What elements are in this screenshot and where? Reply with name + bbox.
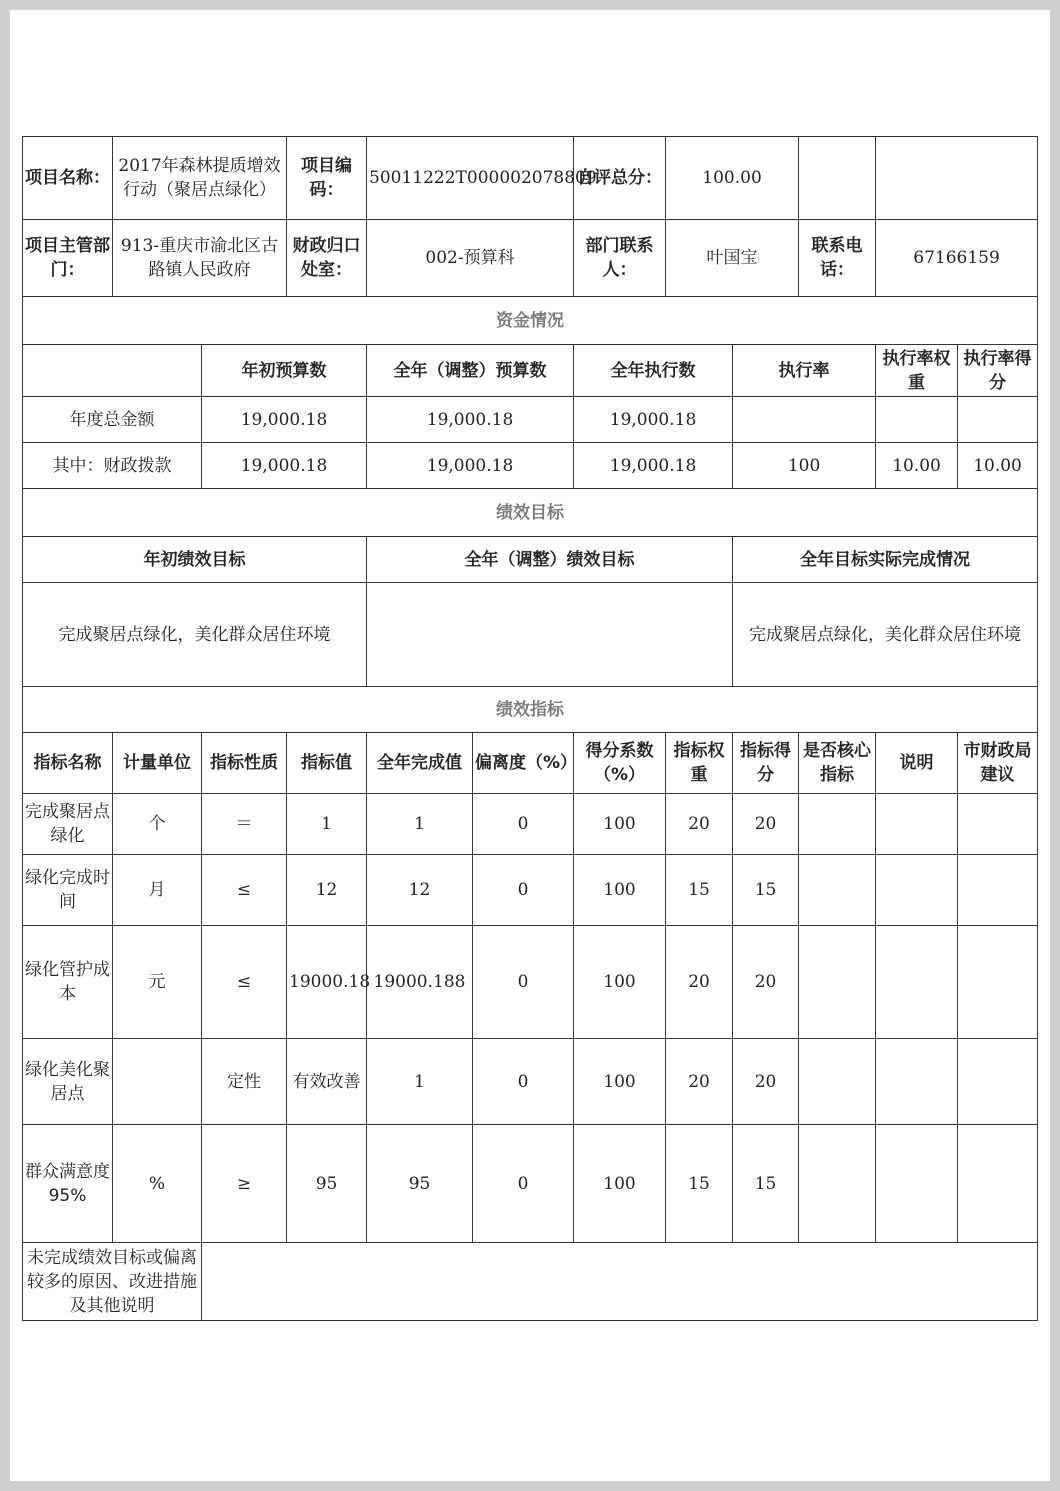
indicator-cell: ≤ — [202, 855, 287, 926]
indicator-cell: 100 — [574, 926, 666, 1039]
indicator-cell: 15 — [666, 1125, 733, 1243]
indicator-row — [23, 855, 1038, 926]
indicator-cell: 0 — [473, 926, 574, 1039]
funds-section-row — [23, 297, 1038, 345]
ind-header: 全年完成值 — [367, 733, 473, 794]
header-empty-cell — [799, 137, 876, 220]
ind-header: 得分系数（%） — [574, 733, 666, 794]
indicators-header-row — [23, 733, 1038, 794]
project-code-label: 项目编码： — [287, 137, 367, 220]
funds-cell — [876, 397, 958, 443]
finance-office-value: 002-预算科 — [367, 220, 574, 297]
indicator-cell: 100 — [574, 1125, 666, 1243]
note-value — [202, 1243, 1038, 1321]
ind-header: 指标值 — [287, 733, 367, 794]
indicator-cell: 0 — [473, 855, 574, 926]
indicator-cell — [876, 1125, 958, 1243]
dept-value: 913-重庆市渝北区古路镇人民政府 — [113, 220, 287, 297]
indicator-cell — [958, 926, 1038, 1039]
indicators-section-row — [23, 687, 1038, 733]
indicator-cell — [876, 1039, 958, 1125]
funds-header-initial-budget: 年初预算数 — [202, 345, 367, 397]
ind-header: 指标名称 — [23, 733, 113, 794]
ind-header: 说明 — [876, 733, 958, 794]
self-score-label: 自评总分： — [574, 137, 666, 220]
note-row — [23, 1243, 1038, 1321]
indicator-cell: 有效改善 — [287, 1039, 367, 1125]
indicator-cell: 15 — [666, 855, 733, 926]
indicator-cell — [876, 855, 958, 926]
indicators-body — [23, 794, 1038, 1243]
indicator-cell — [876, 926, 958, 1039]
indicator-cell: ≤ — [202, 926, 287, 1039]
phone-value: 67166159 — [876, 220, 1038, 297]
indicator-cell: 1 — [367, 1039, 473, 1125]
goals-actual-value: 完成聚居点绿化，美化群众居住环境 — [733, 583, 1038, 687]
funds-cell: 19,000.18 — [574, 397, 733, 443]
indicator-cell — [799, 1039, 876, 1125]
funds-header-exec-weight: 执行率权重 — [876, 345, 958, 397]
project-name-label: 项目名称： — [23, 137, 113, 220]
indicator-cell: 19000.18 — [287, 926, 367, 1039]
goals-section-title: 绩效目标 — [23, 489, 1038, 537]
indicator-name: 绿化完成时间 — [23, 855, 113, 926]
indicator-row — [23, 1125, 1038, 1243]
ind-header: 指标权重 — [666, 733, 733, 794]
indicator-cell: ≥ — [202, 1125, 287, 1243]
indicator-cell: 0 — [473, 1125, 574, 1243]
indicator-cell — [876, 794, 958, 855]
indicator-cell — [799, 794, 876, 855]
ind-header: 指标得分 — [733, 733, 799, 794]
indicator-name: 绿化管护成本 — [23, 926, 113, 1039]
indicator-cell: 0 — [473, 1039, 574, 1125]
ind-header: 指标性质 — [202, 733, 287, 794]
funds-section-title: 资金情况 — [23, 297, 1038, 345]
indicator-row — [23, 1039, 1038, 1125]
funds-cell: 19,000.18 — [202, 443, 367, 489]
indicator-cell — [958, 855, 1038, 926]
indicator-row — [23, 926, 1038, 1039]
indicator-cell: 100 — [574, 855, 666, 926]
indicator-cell — [958, 794, 1038, 855]
indicator-cell — [799, 926, 876, 1039]
indicator-cell: 20 — [666, 1039, 733, 1125]
indicator-cell: 月 — [113, 855, 202, 926]
ind-header: 市财政局建议 — [958, 733, 1038, 794]
indicator-cell: 元 — [113, 926, 202, 1039]
header-row-1 — [23, 137, 1038, 220]
header-empty-cell — [876, 137, 1038, 220]
funds-cell: 19,000.18 — [367, 397, 574, 443]
funds-header-exec-score: 执行率得分 — [958, 345, 1038, 397]
indicator-name: 群众满意度95% — [23, 1125, 113, 1243]
contact-label: 部门联系人： — [574, 220, 666, 297]
indicator-cell: 15 — [733, 1125, 799, 1243]
indicator-cell: 定性 — [202, 1039, 287, 1125]
indicator-cell: 12 — [287, 855, 367, 926]
indicator-cell: 20 — [666, 926, 733, 1039]
funds-cell: 19,000.18 — [574, 443, 733, 489]
indicator-cell: 95 — [287, 1125, 367, 1243]
header-row-2 — [23, 220, 1038, 297]
ind-header: 偏离度（%） — [473, 733, 574, 794]
indicator-cell: 100 — [574, 794, 666, 855]
funds-cell: 19,000.18 — [202, 397, 367, 443]
project-code-value: 50011222T000002078809 — [367, 137, 574, 220]
funds-header-adjusted-budget: 全年（调整）预算数 — [367, 345, 574, 397]
goals-section-row — [23, 489, 1038, 537]
funds-cell — [733, 397, 876, 443]
indicator-cell: 15 — [733, 855, 799, 926]
project-name-value: 2017年森林提质增效行动（聚居点绿化） — [113, 137, 287, 220]
goals-initial-value: 完成聚居点绿化，美化群众居住环境 — [23, 583, 367, 687]
indicator-cell: 20 — [733, 794, 799, 855]
indicator-row — [23, 794, 1038, 855]
dept-label: 项目主管部门： — [23, 220, 113, 297]
phone-label: 联系电话： — [799, 220, 876, 297]
contact-value: 叶国宝 — [666, 220, 799, 297]
indicator-cell: 个 — [113, 794, 202, 855]
page — [10, 10, 1050, 1481]
goals-header-initial: 年初绩效目标 — [23, 537, 367, 583]
indicator-cell — [799, 1125, 876, 1243]
evaluation-form-table — [22, 136, 1038, 1321]
indicator-cell: ＝ — [202, 794, 287, 855]
indicator-cell: 12 — [367, 855, 473, 926]
indicator-cell: 19000.188 — [367, 926, 473, 1039]
goals-value-row — [23, 583, 1038, 687]
indicators-section-title: 绩效指标 — [23, 687, 1038, 733]
indicator-cell: 1 — [367, 794, 473, 855]
indicator-cell — [958, 1039, 1038, 1125]
indicator-cell: 0 — [473, 794, 574, 855]
indicator-cell: 1 — [287, 794, 367, 855]
ind-header: 是否核心指标 — [799, 733, 876, 794]
funds-header-executed: 全年执行数 — [574, 345, 733, 397]
funds-header-empty — [23, 345, 202, 397]
indicator-cell — [958, 1125, 1038, 1243]
indicator-name: 完成聚居点绿化 — [23, 794, 113, 855]
indicator-cell: 20 — [666, 794, 733, 855]
funds-cell: 10.00 — [876, 443, 958, 489]
indicator-cell: 95 — [367, 1125, 473, 1243]
goals-header-actual: 全年目标实际完成情况 — [733, 537, 1038, 583]
goals-header-row — [23, 537, 1038, 583]
goals-header-adjusted: 全年（调整）绩效目标 — [367, 537, 733, 583]
funds-header-row — [23, 345, 1038, 397]
funds-cell: 10.00 — [958, 443, 1038, 489]
funds-cell: 100 — [733, 443, 876, 489]
funds-row-total — [23, 397, 1038, 443]
indicator-cell: % — [113, 1125, 202, 1243]
funds-row-label: 年度总金额 — [23, 397, 202, 443]
funds-row-fiscal — [23, 443, 1038, 489]
indicator-cell: 100 — [574, 1039, 666, 1125]
goals-adjusted-value — [367, 583, 733, 687]
indicator-cell: 20 — [733, 1039, 799, 1125]
funds-cell: 19,000.18 — [367, 443, 574, 489]
self-score-value: 100.00 — [666, 137, 799, 220]
funds-cell — [958, 397, 1038, 443]
indicator-cell — [113, 1039, 202, 1125]
funds-header-exec-rate: 执行率 — [733, 345, 876, 397]
ind-header: 计量单位 — [113, 733, 202, 794]
finance-office-label: 财政归口处室： — [287, 220, 367, 297]
indicator-cell — [799, 855, 876, 926]
note-label: 未完成绩效目标或偏离较多的原因、改进措施及其他说明 — [23, 1243, 202, 1321]
indicator-name: 绿化美化聚居点 — [23, 1039, 113, 1125]
indicator-cell: 20 — [733, 926, 799, 1039]
funds-row-label: 其中：财政拨款 — [23, 443, 202, 489]
